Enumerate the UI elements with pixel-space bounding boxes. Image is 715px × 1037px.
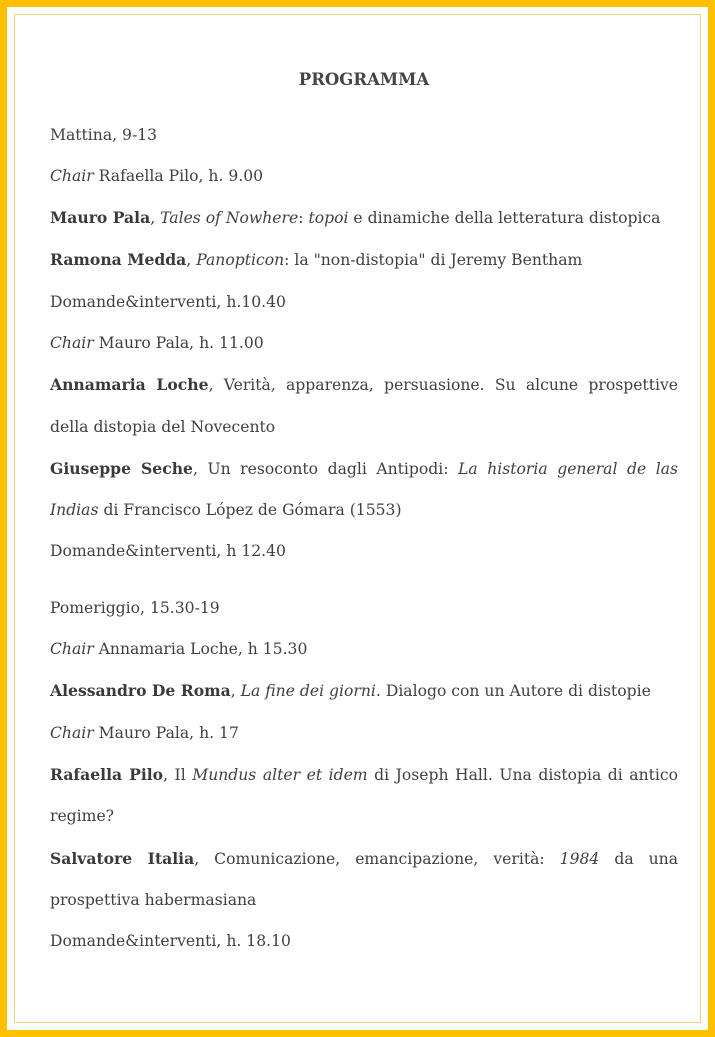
talk-subtitle: di Joseph Hall. Una distopia di antico regime? (50, 765, 678, 826)
chair-text: Annamaria Loche, h 15.30 (93, 640, 308, 659)
talk-giuseppe-seche: Giuseppe Seche, Un resoconto dagli Antipodi: La historia general de las Indias di Francisco López de Gómara (1553) (50, 458, 678, 520)
speaker-name: Ramona Medda (50, 250, 187, 270)
speaker-name: Rafaella Pilo (50, 764, 164, 784)
chair-text: Mauro Pala, h. 11.00 (93, 333, 264, 352)
talk-title: La fine dei giorni (240, 682, 376, 701)
chair-text: Rafaella Pilo, h. 9.00 (93, 166, 264, 185)
program-content (50, 67, 678, 962)
talk-subtitle: . Dialogo con un Autore di distopie (375, 682, 651, 701)
talk-mauro-pala: Mauro Pala, Tales of Nowhere: topoi e dinamiche della letteratura distopica (50, 208, 661, 228)
talk-subtitle: : la "non-distopia" di Jeremy Bentham (284, 251, 583, 270)
talk-alessandro-de-roma: Alessandro De Roma, La fine dei giorni. Dialogo con un Autore di distopie (50, 681, 651, 701)
talk-ramona-medda: Ramona Medda, Panopticon: la "non-distopia" di Jeremy Bentham (50, 250, 583, 270)
chair-label: Chair (50, 723, 94, 742)
chair-label: Chair (50, 166, 94, 185)
qa-session-3: Domande&interventi, h. 18.10 (50, 932, 291, 951)
chair-text: Mauro Pala, h. 17 (93, 723, 239, 742)
talk-rafaella-pilo: Rafaella Pilo, Il Mundus alter et idem di Joseph Hall. Una distopia di antico regime? (50, 764, 678, 826)
talk-salvatore-italia: Salvatore Italia, Comunicazione, emancipazione, verità: 1984 da una prospettiva habermasiana (50, 848, 678, 909)
talk-title: Mundus alter et idem (192, 765, 368, 784)
morning-chair-2 (50, 323, 678, 364)
chair-label: Chair (50, 333, 94, 352)
speaker-name: Mauro Pala (50, 208, 151, 228)
qa-session-2: Domande&interventi, h 12.40 (50, 542, 286, 561)
talk-title: La historia general de las Indias (50, 459, 678, 520)
talk-subtitle: da una prospettiva habermasiana (50, 849, 678, 909)
talk-title: 1984 (559, 849, 600, 868)
talk-title: , Verità, apparenza, persuasione. Su alcune prospettive della distopia del Novecento (50, 376, 678, 436)
afternoon-heading: Pomeriggio, 15.30-19 (50, 598, 220, 617)
speaker-name: Annamaria Loche (50, 375, 209, 395)
speaker-name: Salvatore Italia (50, 848, 195, 868)
morning-chair-1 (50, 156, 678, 197)
afternoon-chair-1 (50, 629, 678, 670)
talk-subtitle: di Francisco López de Gómara (1553) (98, 501, 402, 520)
section-spacer (50, 573, 678, 588)
page-title: PROGRAMMA (298, 70, 430, 89)
speaker-name: Giuseppe Seche (50, 458, 193, 478)
speaker-name: Alessandro De Roma (50, 681, 231, 701)
morning-heading: Mattina, 9-13 (50, 125, 158, 144)
qa-session-1: Domande&interventi, h.10.40 (50, 292, 286, 311)
talk-subtitle: e dinamiche della letteratura distopica (348, 209, 661, 228)
talk-title: Panopticon (196, 251, 285, 270)
chair-label: Chair (50, 640, 94, 659)
talk-annamaria-loche (50, 364, 678, 448)
talk-title: Tales of Nowhere (160, 209, 299, 228)
afternoon-chair-2 (50, 713, 678, 754)
